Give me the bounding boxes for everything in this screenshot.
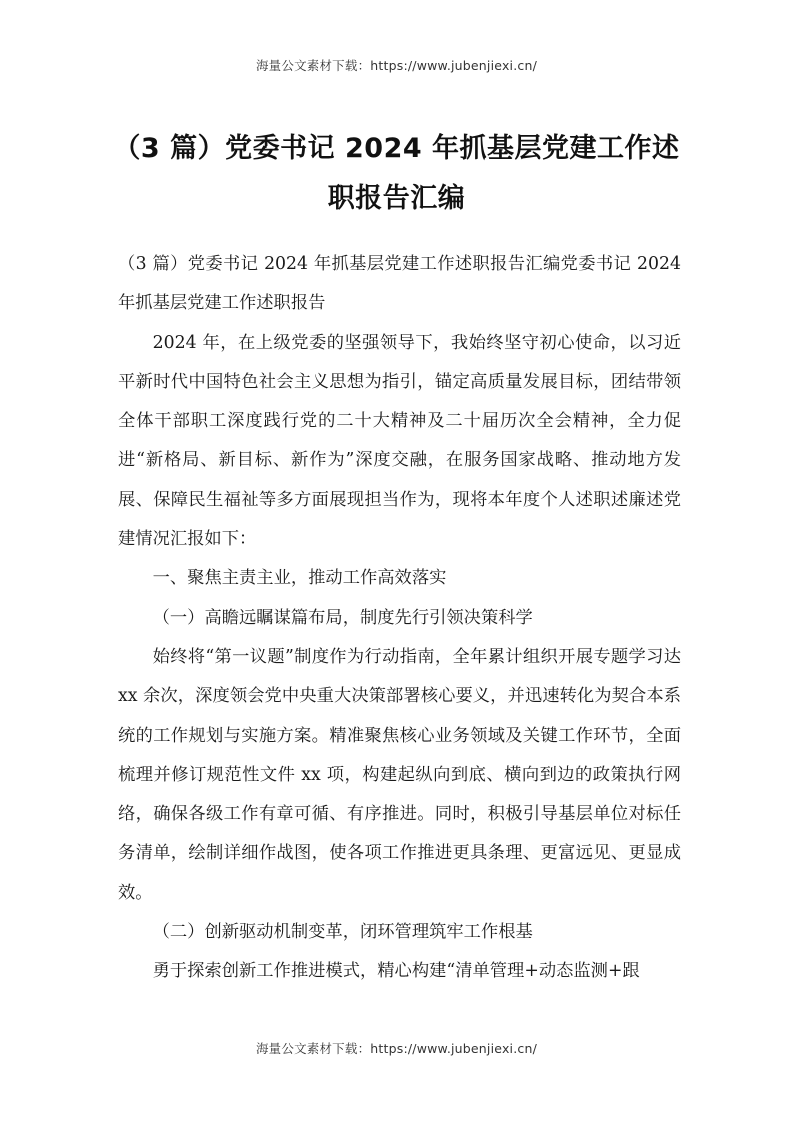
document-title: （3 篇）党委书记 2024 年抓基层党建工作述职报告汇编	[113, 133, 680, 214]
body-paragraph: 勇于探索创新工作推进模式，精心构建“清单管理+动态监测+跟	[152, 961, 640, 982]
subsection-heading: （一）高瞻远瞩谋篇布局，制度先行引领决策科学	[152, 607, 533, 628]
page-footer-link[interactable]: 海量公文素材下载：https://www.jubenjiexi.cn/	[255, 1041, 537, 1056]
section-heading: 一、聚焦主责主业，推动工作高效落实	[152, 568, 447, 589]
body-paragraph: 2024 年，在上级党委的坚强领导下，我始终坚守初心使命，以习近平新时代中国特色社会主义思想为指引，锚定高质量发展目标，团结带领全体干部职工深度践行党的二十大精神及二十届历次全会精神，全力促进“新格局、新目标、新作为”深度交融，在服务国家战略、推动地方发展、保障民生福祉等多方面展现担当作为，现将本年度个人述职述廉述党建情况汇报如下：	[118, 332, 681, 550]
document-body	[118, 245, 681, 992]
intro-paragraph: （3 篇）党委书记 2024 年抓基层党建工作述职报告汇编党委书记 2024 年抓基层党建工作述职报告	[118, 254, 681, 314]
subsection-heading: （二）创新驱动机制变革，闭环管理筑牢工作根基	[152, 922, 533, 943]
body-paragraph: 始终将“第一议题”制度作为行动指南，全年累计组织开展专题学习达 xx 余次，深度领会党中央重大决策部署核心要义，并迅速转化为契合本系统的工作规划与实施方案。精准聚焦核心业务领域及关键工作环节，全面梳理并修订规范性文件 xx 项，构建起纵向到底、横向到边的政策执行网络，确保各级工作有章可循、有序推进。同时，积极引导基层单位对标任务清单，绘制详细作战图，使各项工作推进更具条理、更富远见、更显成效。	[118, 646, 681, 903]
page-header-link[interactable]: 海量公文素材下载：https://www.jubenjiexi.cn/	[255, 58, 537, 73]
